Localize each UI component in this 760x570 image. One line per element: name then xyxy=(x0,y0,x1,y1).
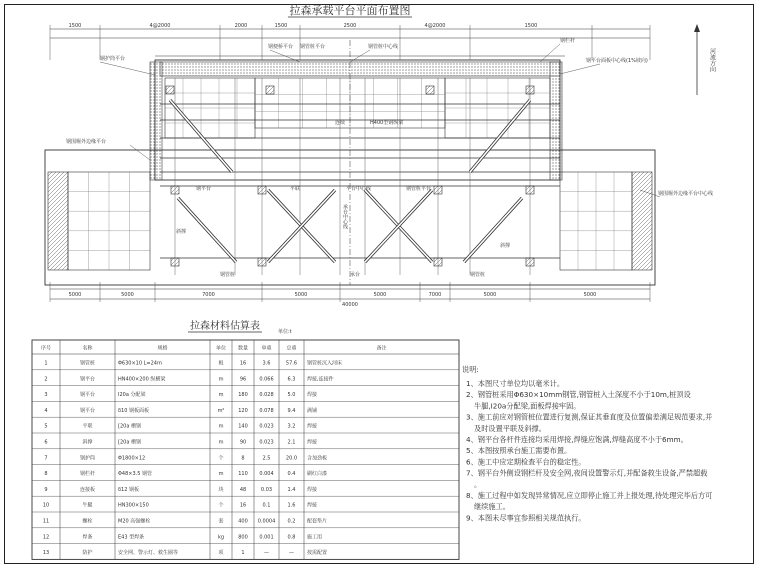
table-cell: 连接板 xyxy=(79,486,96,493)
dim-text-top: 1500 xyxy=(68,23,82,29)
table-cell: 钢管桩 xyxy=(79,360,96,367)
table-header-cell: 总重 xyxy=(286,345,297,352)
table-cell: 96 xyxy=(239,376,247,383)
table-cell: 16 xyxy=(239,360,247,367)
table-cell: 按需配置 xyxy=(307,550,328,557)
table-cell: [20a 槽钢 xyxy=(118,439,141,446)
note-line: 及时设置平联及斜撑。 xyxy=(474,423,546,433)
table-cell: M20 高强螺栓 xyxy=(118,518,151,525)
table-cell: 螺栓 xyxy=(82,518,93,525)
right-hatched-block xyxy=(632,172,652,270)
table-cell: 10 xyxy=(42,502,50,509)
note-line: 3、施工前应对钢管桩位置进行复测,保证其垂直度及位置偏差满足规范要求,并 xyxy=(466,412,713,422)
table-cell: 套 xyxy=(218,518,224,525)
note-line: 7、钢平台外侧设钢栏杆及安全网,夜间设置警示灯,并配备救生设备,严禁超载 xyxy=(466,468,708,478)
table-cell: 焊接 xyxy=(307,486,318,493)
steel-pile xyxy=(434,186,442,194)
steel-pile xyxy=(166,86,174,94)
top-walkway xyxy=(160,62,560,76)
table-cell: 5.0 xyxy=(287,392,296,399)
diag-brace-lower-right-inner xyxy=(464,198,522,262)
table-cell: 0.4 xyxy=(287,471,296,478)
table-cell: 钢平台 xyxy=(79,392,96,399)
table-cell: 400 xyxy=(238,518,248,525)
table-cell: 钢护筒 xyxy=(79,455,96,462)
table-cell: m xyxy=(218,471,224,478)
table-cell: 焊接 xyxy=(307,423,318,430)
steel-pile xyxy=(171,258,179,266)
steel-pile xyxy=(266,86,274,94)
right-walkway xyxy=(550,62,562,180)
table-cell: — xyxy=(264,550,269,557)
table-cell: Φ1800×12 xyxy=(118,455,146,462)
notes-heading: 说明: xyxy=(462,365,479,374)
table-cell: 13 xyxy=(42,550,50,557)
note-line: 。 xyxy=(474,479,482,489)
table-border xyxy=(32,340,459,559)
label-right-mid: 钢围堰外边缘平台中心线 xyxy=(658,191,714,197)
leader-line xyxy=(100,62,155,75)
table-cell: 钢平台 xyxy=(79,376,96,383)
label-top-left-platform: 钢便桥平台 xyxy=(268,44,294,50)
steel-pile xyxy=(258,186,266,194)
note-line: 9、本图未尽事宜参照相关规范执行。 xyxy=(466,513,586,523)
table-cell: 平联 xyxy=(82,423,93,430)
table-cell: 1.4 xyxy=(287,486,296,493)
label-center-b: H400型钢纵梁 xyxy=(370,120,404,126)
table-cell: 施工用 xyxy=(307,534,323,541)
table-cell: 0.078 xyxy=(259,407,274,414)
table-cell: 牛腿 xyxy=(82,502,93,509)
dimension-chain-bottom xyxy=(50,282,650,308)
table-cell: 9.4 xyxy=(287,407,296,414)
label-lower-a: 钢平台 xyxy=(196,186,212,192)
table-cell: 0.8 xyxy=(287,534,296,541)
dim-text-top: 2000 xyxy=(234,23,248,29)
diag-brace-upper-right-inner xyxy=(470,100,530,172)
table-cell: 0.023 xyxy=(259,423,274,430)
label-bottom-b: 承台 xyxy=(350,272,361,278)
dim-text-top: 1500 xyxy=(524,23,538,29)
table-cell: 9 xyxy=(44,486,48,493)
table-cell: 钢栏杆 xyxy=(79,471,96,478)
table-cell: 6.3 xyxy=(287,376,296,383)
leader-line xyxy=(540,44,560,62)
table-header-cell: 备注 xyxy=(376,345,387,352)
steel-pile xyxy=(526,258,534,266)
table-cell: 1 xyxy=(241,550,245,557)
dim-text-top: 4@2000 xyxy=(424,23,446,29)
table-cell: 根 xyxy=(218,360,224,367)
table-cell: m xyxy=(218,376,224,383)
flow-direction-arrow xyxy=(694,24,716,95)
table-header-cell: 单位 xyxy=(215,345,227,352)
notes-block xyxy=(462,365,712,522)
label-top-right-a: 钢栏杆 xyxy=(560,38,576,44)
label-top-right-b: 钢平台面板中心线(1%坡向) xyxy=(586,58,648,64)
table-cell: δ12 钢板 xyxy=(118,486,140,493)
table-cell: 0.1 xyxy=(262,502,271,509)
table-cell: 0.028 xyxy=(259,392,274,399)
table-cell: 1 xyxy=(44,360,48,367)
table-cell: 0.001 xyxy=(259,534,274,541)
table-cell: 110 xyxy=(238,471,248,478)
label-lower-e: 平台中心线 xyxy=(346,186,372,192)
dim-text-top: 1500 xyxy=(274,23,288,29)
table-cell: 0.023 xyxy=(259,439,274,446)
table-cell: 项 xyxy=(218,550,224,557)
table-cell: 16 xyxy=(239,502,247,509)
dim-text-bottom: 7000 xyxy=(202,292,215,298)
dim-text-bottom: 5000 xyxy=(294,292,308,298)
table-cell: m xyxy=(218,423,224,430)
table-cell: m² xyxy=(217,407,225,414)
table-cell: Φ630×10 L=24m xyxy=(118,360,162,367)
label-lower-f: 斜撑 xyxy=(500,243,511,249)
dim-text-bottom: 5000 xyxy=(483,292,497,298)
table-cell: 800 xyxy=(238,534,248,541)
dim-text-bottom: 5000 xyxy=(373,292,387,298)
dim-text-bottom: 5000 xyxy=(68,292,82,298)
table-cell: 0.03 xyxy=(260,486,273,493)
table-cell: 防护 xyxy=(82,550,93,557)
table-cell: 2.1 xyxy=(287,439,296,446)
table-cell: 8 xyxy=(44,471,48,478)
table-cell: 120 xyxy=(238,407,248,414)
table-cell: 0.066 xyxy=(259,376,274,383)
table-cell: 11 xyxy=(42,518,50,525)
table-cell: 钢管桩沉入河床 xyxy=(307,360,343,367)
steel-pile xyxy=(434,258,442,266)
note-line: 继续施工。 xyxy=(474,502,510,512)
label-bottom-a: 钢管桩 xyxy=(220,272,236,278)
dim-text-top: 4@2000 xyxy=(149,23,171,29)
note-line: 8、施工过程中如发现异常情况,应立即停止施工并上报处理,待处理完毕后方可 xyxy=(466,491,713,500)
drawing-title: 拉森承载平台平面布置图 xyxy=(289,4,411,17)
table-cell: 个 xyxy=(218,455,224,462)
note-line: 2、钢管桩采用Φ630×10mm钢管,钢管桩入土深度不小于10m,桩顶设 xyxy=(466,390,691,400)
flow-direction-label: 河流方向 xyxy=(708,48,716,72)
table-cell: m xyxy=(218,439,224,446)
table-header-cell: 数量 xyxy=(237,345,249,352)
table-cell: 1.6 xyxy=(287,502,296,509)
table-cell: δ10 钢板面板 xyxy=(118,407,150,414)
table-cell: — xyxy=(289,550,294,557)
table-header-cell: 名称 xyxy=(82,345,93,352)
table-cell: 48 xyxy=(239,486,247,493)
table-cell: 0.0004 xyxy=(257,518,276,525)
table-cell: 90 xyxy=(239,439,247,446)
table-cell: 180 xyxy=(238,392,248,399)
note-line: 4、钢平台各杆件连接均采用焊接,焊缝应饱满,焊缝高度不小于6mm。 xyxy=(466,435,688,444)
table-header-cell: 序号 xyxy=(40,345,52,352)
table-cell: 57.6 xyxy=(285,360,298,367)
label-lower-b: 平联 xyxy=(290,186,301,192)
table-cell: 安全网、警示灯、救生圈等 xyxy=(118,550,179,557)
note-line: 1、本图尺寸单位均以毫米计。 xyxy=(466,379,565,388)
table-cell: 2 xyxy=(44,376,48,383)
table-cell: 个 xyxy=(218,502,224,509)
table-cell: 4 xyxy=(44,407,48,414)
note-line: 6、施工中应定期检查平台的稳定性。 xyxy=(466,457,586,467)
label-left-mid: 钢围堰外边缘平台 xyxy=(66,139,107,145)
table-header-cell: 单重 xyxy=(261,345,272,352)
table-cell: 0.2 xyxy=(287,518,296,525)
table-cell: 140 xyxy=(238,423,248,430)
table-cell: 焊接 xyxy=(307,439,318,446)
label-top-middle: 钢管桩中心线 xyxy=(368,44,399,50)
table-cell: 焊接,连接件 xyxy=(307,376,334,383)
table-cell: Φ48×3.5 钢管 xyxy=(118,471,153,478)
leader-line xyxy=(560,64,600,74)
label-lower-c: 钢管桩平台 xyxy=(406,186,432,192)
table-cell: 焊接 xyxy=(307,392,318,399)
table-cell: 20.0 xyxy=(285,455,298,462)
table-cell: 12 xyxy=(42,534,50,541)
label-top-steel-pile: 钢管桩平台 xyxy=(300,44,326,50)
note-line: 5、本图按照承台施工需要布置。 xyxy=(466,446,572,456)
diag-brace-lower-left-inner xyxy=(178,198,236,262)
table-cell: 斜撑 xyxy=(82,439,93,446)
label-left-top: 钢护筒平台 xyxy=(100,56,126,62)
table-cell: 钢平台 xyxy=(79,407,96,414)
table-cell: 配套垫片 xyxy=(307,518,328,525)
table-cell: m xyxy=(218,392,224,399)
label-center-a: 连续 xyxy=(335,120,346,126)
material-table xyxy=(32,340,459,559)
table-cell: 6 xyxy=(44,439,48,446)
note-line: 牛腿,I20a分配梁,面板焊接牢固。 xyxy=(474,401,581,411)
table-cell: 3.2 xyxy=(287,423,296,430)
table-cell: 2.5 xyxy=(262,455,271,462)
dim-text-bottom: 5000 xyxy=(583,292,597,298)
table-cell: 刷红白漆 xyxy=(307,471,328,478)
steel-pile xyxy=(426,86,434,94)
table-cell: HN300×150 xyxy=(118,502,149,509)
table-cell: 块 xyxy=(218,486,224,493)
table-cell: 焊接 xyxy=(307,502,318,509)
label-lower-d: 斜撑 xyxy=(176,229,187,235)
table-cell: 3.6 xyxy=(262,360,271,367)
table-title: 拉森材料估算表 xyxy=(190,321,260,332)
table-cell: I20a 分配梁 xyxy=(118,392,146,399)
steel-pile xyxy=(171,186,179,194)
table-unit: 单位:t xyxy=(278,329,292,335)
left-walkway xyxy=(150,62,162,180)
steel-pile xyxy=(526,86,534,94)
table-cell: 3 xyxy=(44,392,48,399)
table-cell: HN400×200 纵横梁 xyxy=(118,376,166,383)
steel-pile xyxy=(526,186,534,194)
table-cell: 焊条 xyxy=(82,534,93,541)
table-cell: 满铺 xyxy=(307,407,318,414)
label-center-vertical: 承台中心线 xyxy=(342,204,348,229)
table-cell: [20a 槽钢 xyxy=(118,423,141,430)
dim-text-bottom: 5000 xyxy=(121,292,134,298)
dim-text-top: 2500 xyxy=(343,23,357,29)
dim-text-bottom: 7000 xyxy=(428,292,442,298)
table-cell: 含加劲板 xyxy=(307,455,328,462)
table-cell: 8 xyxy=(241,455,245,462)
table-cell: 7 xyxy=(44,455,48,462)
label-bottom-c: 钢管桩 xyxy=(470,272,486,278)
steel-pile xyxy=(258,258,266,266)
table-cell: E43 型焊条 xyxy=(118,534,145,541)
left-hatched-block xyxy=(48,172,68,270)
platform-plan xyxy=(45,40,660,285)
dim-text-total: 40000 xyxy=(342,302,358,308)
table-cell: 5 xyxy=(44,423,48,430)
table-header-cell: 规格 xyxy=(157,345,168,352)
table-cell: 0.004 xyxy=(259,471,274,478)
table-cell: kg xyxy=(217,534,225,541)
leader-line xyxy=(130,145,150,160)
